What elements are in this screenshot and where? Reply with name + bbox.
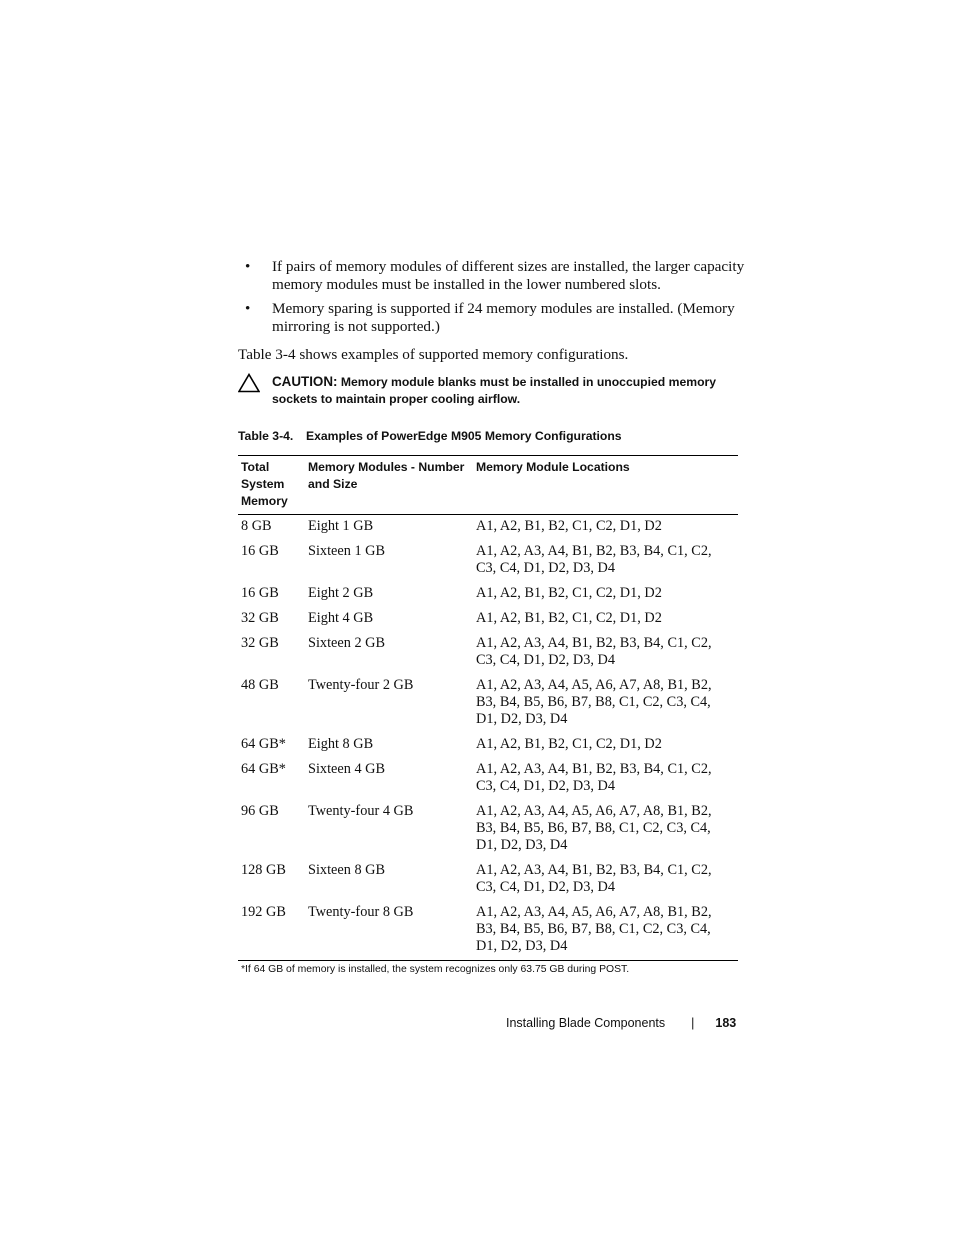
caution-text: Memory module blanks must be installed in unoccupied memory sockets to maintain proper cooling airflow. [272,375,717,406]
cell-locations: A1, A2, B1, B2, C1, C2, D1, D2 [476,736,662,752]
page-number: 183 [715,1016,737,1030]
cell-total-memory: 16 GB [241,543,279,559]
table-row [238,607,738,632]
bullet-marker: • [245,258,251,275]
cell-modules: Sixteen 1 GB [308,543,386,559]
cell-total-memory: 32 GB [241,635,279,651]
cell-locations: A1, A2, B1, B2, C1, C2, D1, D2 [476,610,662,626]
table-row [238,632,738,674]
cell-total-memory: 8 GB [241,518,272,534]
cell-modules: Eight 2 GB [308,585,374,601]
cell-modules: Eight 1 GB [308,518,374,534]
cell-modules: Sixteen 4 GB [308,761,386,777]
header-total-memory: Total System Memory [238,456,305,515]
cell-total-memory: 192 GB [238,901,305,961]
footer-separator: | [691,1016,695,1030]
table-row [238,515,738,541]
cell-locations: A1, A2, A3, A4, B1, B2, B3, B4, C1, C2, C3, C4, D1, D2, D3, D4 [476,543,712,576]
warning-triangle-icon [238,373,260,393]
table-row [238,582,738,607]
table-row [238,800,738,859]
cell-modules: Eight 8 GB [308,736,374,752]
bullet-marker: • [245,300,251,317]
table-header-row [238,456,738,515]
cell-locations: A1, A2, A3, A4, A5, A6, A7, A8, B1, B2, B3, B4, B5, B6, B7, B8, C1, C2, C3, C4, D1, D2, D3, D4 [476,677,712,727]
bullet-text: Memory sparing is supported if 24 memory modules are installed. (Memory mirroring is not supported.) [272,300,735,335]
table-title: Examples of PowerEdge M905 Memory Configurations [306,429,622,443]
cell-modules: Twenty-four 4 GB [308,803,414,819]
bullet-text: If pairs of memory modules of different sizes are installed, the larger capacity memory modules must be installed in the lower numbered slots. [272,258,745,293]
table-number: Table 3-4. [238,429,294,443]
cell-total-memory: 32 GB [241,610,279,626]
bullet-item [245,258,745,294]
cell-total-memory: 128 GB [241,862,286,878]
cell-locations: A1, A2, A3, A4, A5, A6, A7, A8, B1, B2, B3, B4, B5, B6, B7, B8, C1, C2, C3, C4, D1, D2, D3, D4 [473,901,738,961]
cell-locations: A1, A2, A3, A4, B1, B2, B3, B4, C1, C2, C3, C4, D1, D2, D3, D4 [476,761,712,794]
bullet-item [245,300,745,336]
header-modules: Memory Modules - Number and Size [305,456,473,515]
table-caption [238,428,622,444]
table-row [238,859,738,901]
cell-modules: Twenty-four 8 GB [305,901,473,961]
cell-total-memory: 48 GB [241,677,279,693]
caution-label: CAUTION: [272,374,338,389]
memory-config-table [238,455,738,961]
cell-modules: Eight 4 GB [308,610,374,626]
cell-locations: A1, A2, A3, A4, B1, B2, B3, B4, C1, C2, C3, C4, D1, D2, D3, D4 [476,635,712,668]
cell-locations: A1, A2, A3, A4, A5, A6, A7, A8, B1, B2, B3, B4, B5, B6, B7, B8, C1, C2, C3, C4, D1, D2, D3, D4 [476,803,712,853]
intro-paragraph: Table 3-4 shows examples of supported memory configurations. [238,346,629,363]
table-row [238,901,738,961]
page-footer [506,1015,736,1032]
table-row [238,540,738,582]
cell-modules: Sixteen 2 GB [308,635,386,651]
cell-total-memory: 64 GB* [241,736,286,752]
header-locations: Memory Module Locations [473,456,738,515]
cell-locations: A1, A2, B1, B2, C1, C2, D1, D2 [476,585,662,601]
table-row [238,674,738,733]
table-row [238,758,738,800]
cell-total-memory: 16 GB [241,585,279,601]
cell-modules: Twenty-four 2 GB [308,677,414,693]
bullet-list [245,258,745,342]
cell-locations: A1, A2, A3, A4, B1, B2, B3, B4, C1, C2, C3, C4, D1, D2, D3, D4 [476,862,712,895]
cell-total-memory: 64 GB* [241,761,286,777]
cell-total-memory: 96 GB [241,803,279,819]
footer-section-title: Installing Blade Components [506,1016,666,1030]
table-footnote: *If 64 GB of memory is installed, the system recognizes only 63.75 GB during POST. [241,964,630,975]
cell-locations: A1, A2, B1, B2, C1, C2, D1, D2 [476,518,662,534]
table-row [238,733,738,758]
caution-notice [238,373,738,408]
cell-modules: Sixteen 8 GB [308,862,386,878]
